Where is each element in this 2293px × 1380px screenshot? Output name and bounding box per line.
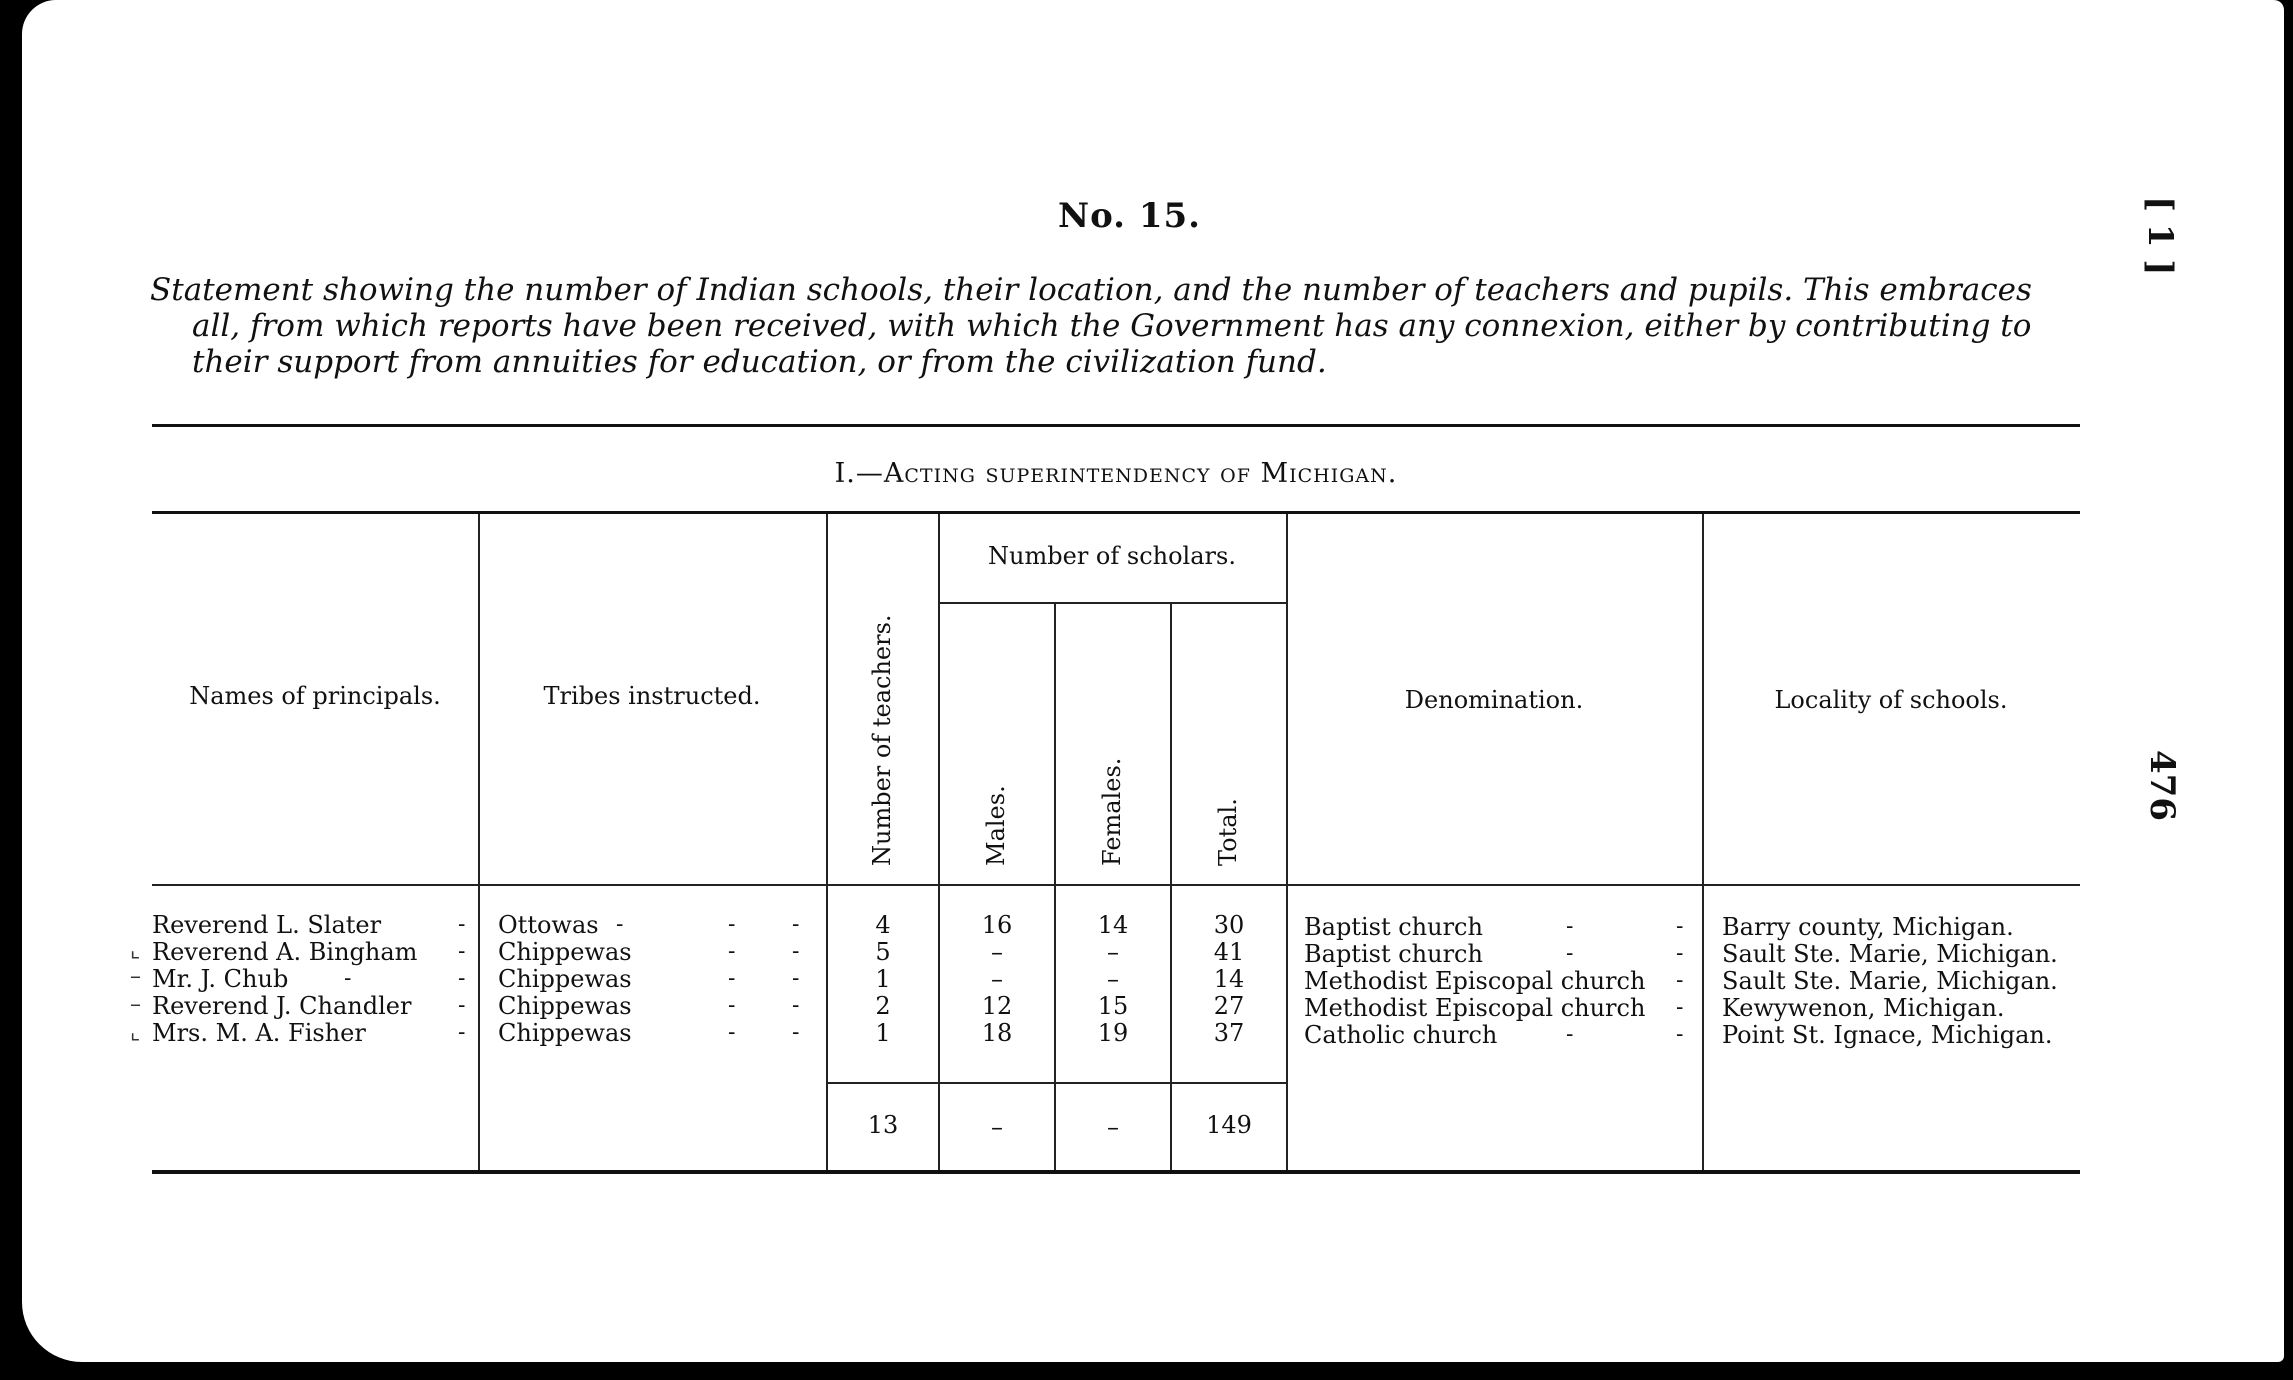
header-tribes: Tribes instructed. <box>543 682 761 710</box>
totals-females: – <box>1107 1113 1119 1141</box>
table-row-males: – <box>991 938 1003 966</box>
table-row-teachers: 1 <box>875 965 891 993</box>
leader-dash: - <box>344 966 352 991</box>
table-row-principal: Reverend L. Slater <box>152 911 382 939</box>
section-heading: I.—Acting superintendency of Michigan. <box>834 458 1398 489</box>
table-row-tribe: Chippewas <box>498 938 632 966</box>
table-row-principal: Reverend A. Bingham <box>152 938 418 966</box>
table-row-tribe: Chippewas <box>498 965 632 993</box>
table-row-principal: Reverend J. Chandler <box>152 992 412 1020</box>
col-sep-1 <box>478 514 480 1170</box>
header-teachers: Number of teachers. <box>868 614 896 866</box>
leader-dash: - <box>1676 968 1684 993</box>
leader-dash: - <box>792 1020 800 1045</box>
header-denomination: Denomination. <box>1404 686 1584 714</box>
header-total: Total. <box>1214 798 1242 866</box>
margin-stub: – <box>130 992 141 1017</box>
leader-dash: - <box>458 993 466 1018</box>
statement-line-3: their support from annuities for education, or from the civilization fund. <box>192 344 1327 380</box>
leader-dash: - <box>1676 995 1684 1020</box>
table-row-total: 30 <box>1213 911 1245 939</box>
leader-dash: - <box>728 912 736 937</box>
table-row-tribe: Chippewas <box>498 1019 632 1047</box>
margin-stub: ⌞ <box>130 938 141 963</box>
col-sep-4 <box>1054 604 1056 1170</box>
table-row-tribe: Ottowas <box>498 911 599 939</box>
header-females: Females. <box>1098 757 1126 866</box>
margin-bracket-number: [ 1 ] <box>2140 196 2180 276</box>
table-row-denomination: Catholic church <box>1304 1021 1498 1049</box>
totals-males: – <box>991 1113 1003 1141</box>
col-sep-7 <box>1702 514 1704 1170</box>
table-row-teachers: 2 <box>875 992 891 1020</box>
header-males: Males. <box>982 785 1010 866</box>
table-row-males: – <box>991 965 1003 993</box>
scholars-header-line <box>938 602 1286 604</box>
table-row-denomination: Baptist church <box>1304 913 1483 941</box>
totals-line <box>826 1082 1286 1084</box>
table-row-females: – <box>1107 938 1119 966</box>
leader-dash: - <box>728 939 736 964</box>
col-sep-5 <box>1170 604 1172 1170</box>
leader-dash: - <box>1676 914 1684 939</box>
statement-line-1: Statement showing the number of Indian schools, their location, and the number of teachers and pupils. This embraces <box>150 272 2032 308</box>
table-row-females: – <box>1107 965 1119 993</box>
top-rule <box>152 424 2080 427</box>
leader-dash: - <box>1566 914 1574 939</box>
leader-dash: - <box>792 993 800 1018</box>
leader-dash: - <box>1566 1022 1574 1047</box>
table-row-teachers: 5 <box>875 938 891 966</box>
leader-dash: - <box>1566 941 1574 966</box>
table-row-locality: Point St. Ignace, Michigan. <box>1722 1021 2053 1049</box>
leader-dash: - <box>792 912 800 937</box>
table-row-locality: Sault Ste. Marie, Michigan. <box>1722 967 2058 995</box>
header-bottom-line <box>152 884 2080 886</box>
leader-dash: - <box>728 966 736 991</box>
leader-dash: - <box>728 1020 736 1045</box>
table-row-total: 37 <box>1213 1019 1245 1047</box>
document-page <box>22 0 2284 1362</box>
table-row-tribe: Chippewas <box>498 992 632 1020</box>
table-row-females: 19 <box>1097 1019 1129 1047</box>
header-principals: Names of principals. <box>189 682 441 710</box>
statement-text <box>150 272 2085 380</box>
leader-dash: - <box>1676 941 1684 966</box>
col-sep-2 <box>826 514 828 1170</box>
totals-teachers: 13 <box>867 1111 899 1139</box>
table-bottom-rule <box>152 1170 2080 1174</box>
table-row-males: 12 <box>981 992 1013 1020</box>
margin-stub: – <box>130 964 141 989</box>
col-sep-3 <box>938 514 940 1170</box>
table-row-locality: Sault Ste. Marie, Michigan. <box>1722 940 2058 968</box>
table-row-teachers: 4 <box>875 911 891 939</box>
table-top-rule <box>152 511 2080 514</box>
document-title: No. 15. <box>1058 196 1201 236</box>
leader-dash: - <box>458 912 466 937</box>
leader-dash: - <box>792 966 800 991</box>
margin-page-number: 476 <box>2142 750 2182 821</box>
table-row-females: 14 <box>1097 911 1129 939</box>
table-row-denomination: Methodist Episcopal church <box>1304 967 1646 995</box>
totals-total: 149 <box>1206 1111 1252 1139</box>
table-row-females: 15 <box>1097 992 1129 1020</box>
statement-line-2: all, from which reports have been received, with which the Government has any connexion, either by contributing to <box>192 308 2032 344</box>
table-row-total: 14 <box>1213 965 1245 993</box>
table-row-teachers: 1 <box>875 1019 891 1047</box>
col-sep-6 <box>1286 514 1288 1170</box>
table-row-locality: Kewywenon, Michigan. <box>1722 994 2005 1022</box>
table-row-locality: Barry county, Michigan. <box>1722 913 2014 941</box>
table-row-total: 41 <box>1213 938 1245 966</box>
leader-dash: - <box>616 912 624 937</box>
leader-dash: - <box>792 939 800 964</box>
table-row-denomination: Baptist church <box>1304 940 1483 968</box>
leader-dash: - <box>458 966 466 991</box>
table-row-total: 27 <box>1213 992 1245 1020</box>
table-row-principal: Mrs. M. A. Fisher <box>152 1019 366 1047</box>
leader-dash: - <box>1676 1022 1684 1047</box>
header-scholars: Number of scholars. <box>988 542 1236 570</box>
header-locality: Locality of schools. <box>1774 686 2008 714</box>
table-row-principal: Mr. J. Chub <box>152 965 289 993</box>
table-row-males: 16 <box>981 911 1013 939</box>
leader-dash: - <box>458 1020 466 1045</box>
table-row-denomination: Methodist Episcopal church <box>1304 994 1646 1022</box>
leader-dash: - <box>728 993 736 1018</box>
leader-dash: - <box>458 939 466 964</box>
margin-stub: ⌞ <box>130 1020 141 1045</box>
table-row-males: 18 <box>981 1019 1013 1047</box>
